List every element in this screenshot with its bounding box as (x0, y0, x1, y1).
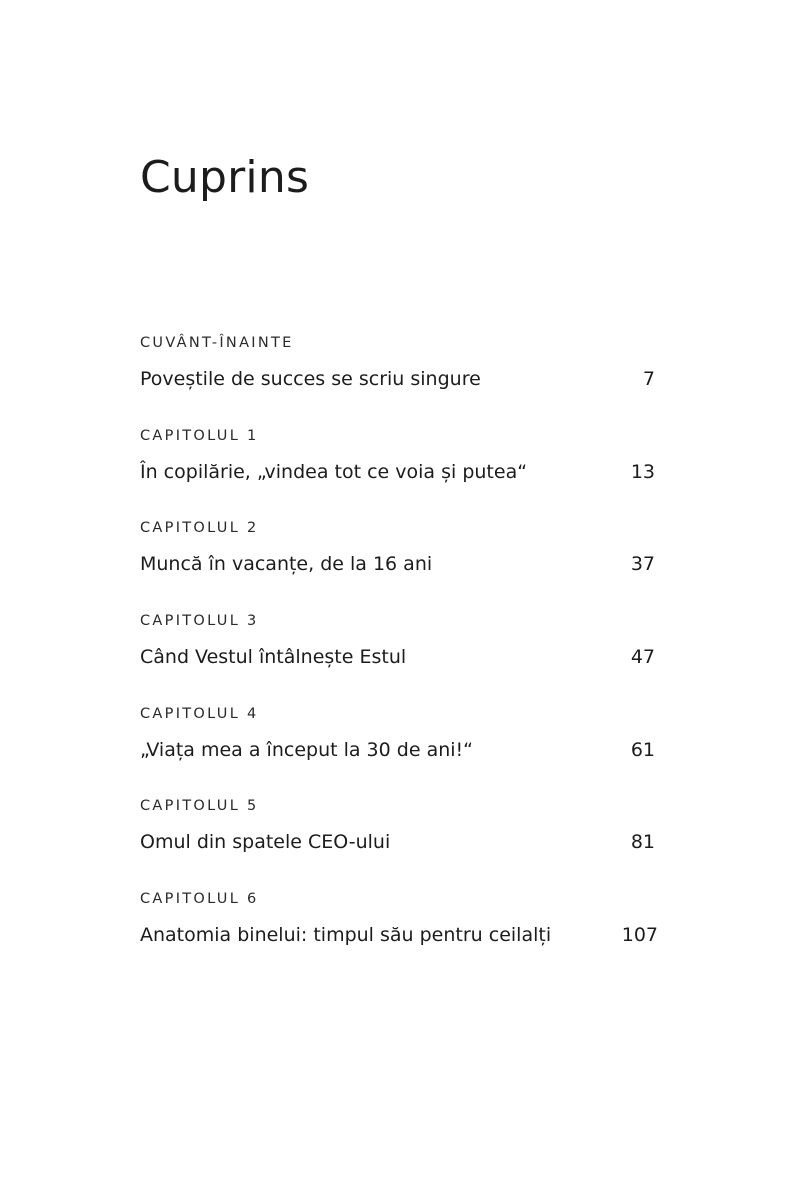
page-title: Cuprins (140, 152, 310, 203)
page-number: 61 (630, 738, 655, 761)
table-of-contents (140, 333, 658, 982)
chapter-title: Anatomia binelui: timpul său pentru ceilalți (140, 924, 552, 947)
chapter-label: CAPITOLUL 5 (140, 798, 259, 815)
chapter-label: CAPITOLUL 3 (140, 613, 259, 630)
toc-entry-chapter-1[interactable] (140, 426, 658, 519)
toc-entry-chapter-4[interactable] (140, 704, 658, 797)
toc-entry-row (140, 550, 658, 578)
toc-entry-row (140, 921, 658, 949)
toc-entry-row (140, 643, 658, 671)
chapter-label: CAPITOLUL 6 (140, 891, 259, 908)
toc-entry-row (140, 736, 658, 764)
chapter-title: Poveștile de succes se scriu singure (140, 368, 481, 390)
toc-entry-row (140, 458, 658, 486)
toc-entry-chapter-2[interactable] (140, 518, 658, 611)
page-number: 37 (630, 553, 655, 576)
chapter-label: CAPITOLUL 4 (140, 705, 259, 722)
toc-entry-chapter-6[interactable] (140, 889, 658, 982)
page-number: 13 (630, 460, 655, 483)
page-number: 7 (642, 368, 655, 390)
chapter-title: Muncă în vacanțe, de la 16 ani (140, 553, 433, 576)
toc-entry-row (140, 828, 658, 856)
chapter-title: Când Vestul întâlnește Estul (140, 646, 407, 669)
toc-entry-foreword[interactable] (140, 333, 658, 426)
page-number: 47 (630, 646, 655, 669)
page-number: 81 (630, 831, 655, 854)
chapter-title: „Viața mea a început la 30 de ani!“ (140, 738, 473, 761)
toc-entry-chapter-3[interactable] (140, 611, 658, 704)
chapter-title: În copilărie, „vindea tot ce voia și putea“ (140, 460, 528, 483)
chapter-label: CAPITOLUL 2 (140, 520, 259, 537)
chapter-title: Omul din spatele CEO-ului (140, 831, 391, 854)
toc-entry-row (140, 365, 658, 393)
chapter-label: CUVÂNT-ÎNAINTE (140, 335, 294, 351)
chapter-label: CAPITOLUL 1 (140, 427, 259, 444)
toc-entry-chapter-5[interactable] (140, 796, 658, 889)
page-number: 107 (621, 924, 658, 947)
